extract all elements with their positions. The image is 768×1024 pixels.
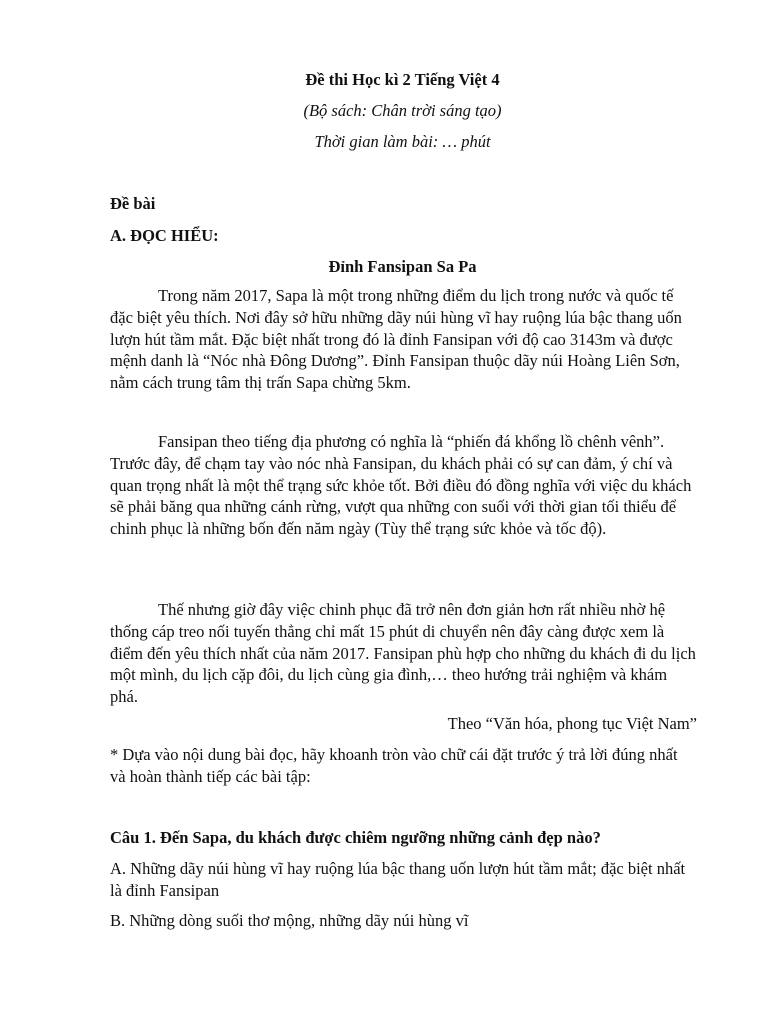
article-paragraph-2: Fansipan theo tiếng địa phương có nghĩa là “phiến đá khổng lồ chênh vênh”. Trước đây, để chạm tay vào nóc nhà Fansipan, du khách phải có sự can đảm, ý chí và quan trọng nhất là một thể trạng sức khỏe tốt. Bởi điều đó đồng nghĩa với việc du khách sẽ phải băng qua những cánh rừng, vượt qua những con suối với thời gian tối thiểu để chinh phục là những bốn đến năm ngày (Tùy thể trạng sức khỏe và tốc độ). xyxy=(110,432,692,539)
question-1: Câu 1. Đến Sapa, du khách được chiêm ngưỡng những cảnh đẹp nào? xyxy=(110,828,601,847)
article-paragraph-3: Thế nhưng giờ đây việc chinh phục đã trở nên đơn giản hơn rất nhiều nhờ hệ thống cáp treo nối tuyến thẳng chỉ mất 15 phút di chuyển nên đây càng được xem là điểm đến yêu thích nhất của năm 2017. Fansipan phù hợp cho những du khách đi du lịch một mình, du lịch cặp đôi, du lịch cùng gia đình,… theo hướng trải nghiệm và khám phá. xyxy=(110,600,696,707)
exam-subtitle: (Bộ sách: Chân trời sáng tạo) xyxy=(303,101,502,120)
section-heading-de-bai: Đề bài xyxy=(110,194,156,213)
article-source: Theo “Văn hóa, phong tục Việt Nam” xyxy=(447,714,697,733)
question-1-answer-a: A. Những dãy núi hùng vĩ hay ruộng lúa bậc thang uốn lượn hút tầm mắt; đặc biệt nhất là đỉnh Fansipan xyxy=(110,859,686,900)
question-1-answer-b: B. Những dòng suối thơ mộng, những dãy núi hùng vĩ xyxy=(110,911,469,930)
exam-time: Thời gian làm bài: … phút xyxy=(314,132,491,151)
exam-title: Đề thi Học kì 2 Tiếng Việt 4 xyxy=(305,70,500,89)
section-heading-doc-hieu: A. ĐỌC HIỂU: xyxy=(110,226,219,245)
instruction-text: * Dựa vào nội dung bài đọc, hãy khoanh tròn vào chữ cái đặt trước ý trả lời đúng nhất và hoàn thành tiếp các bài tập: xyxy=(110,745,678,786)
article-paragraph-1: Trong năm 2017, Sapa là một trong những điểm du lịch trong nước và quốc tế đặc biệt yêu thích. Nơi đây sở hữu những dãy núi hùng vĩ hay ruộng lúa bậc thang uốn lượn hút tầm mắt. Đặc biệt nhất trong đó là đỉnh Fansipan với độ cao 3143m và được mệnh danh là “Nóc nhà Đông Dương”. Đỉnh Fansipan thuộc dãy núi Hoàng Liên Sơn, nằm cách trung tâm thị trấn Sapa chừng 5km. xyxy=(110,286,682,393)
article-title: Đỉnh Fansipan Sa Pa xyxy=(328,257,477,276)
